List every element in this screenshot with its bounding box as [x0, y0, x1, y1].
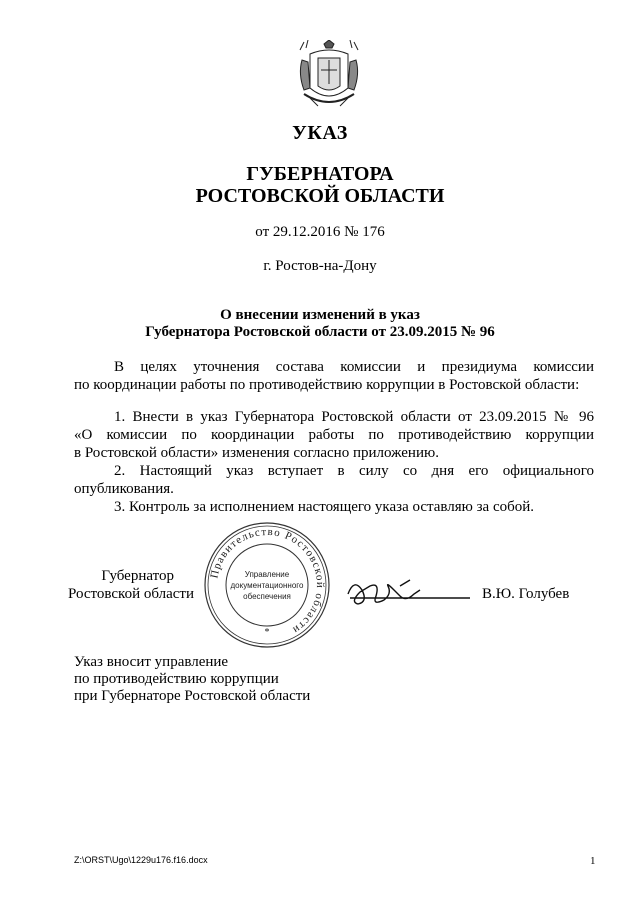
stamp-star: *: [264, 627, 270, 638]
stamp-center-line1: Управление: [244, 570, 290, 579]
footer-note-line1: Указ вносит управление: [74, 654, 229, 670]
signatory-title-line2: Ростовской области: [68, 586, 194, 602]
official-stamp: [203, 521, 331, 649]
preamble-line2: по координации работы по противодействию коррупции в Ростовской области:: [74, 377, 580, 393]
signatory-name: В.Ю. Голубев: [482, 586, 570, 602]
stamp-ring-text: Правительство Ростовской области: [208, 525, 327, 637]
item2-line1: 2. Настоящий указ вступает в силу со дня его официального: [114, 463, 594, 479]
subject-line2: Губернатора Ростовской области от 23.09.2015 № 96: [145, 324, 495, 340]
stamp-center-line2: документационного: [230, 581, 304, 590]
issuer-title-line2: РОСТОВСКОЙ ОБЛАСТИ: [195, 185, 445, 207]
file-path: Z:\ORST\Ugo\1229u176.f16.docx: [74, 855, 208, 865]
item1-line1: 1. Внести в указ Губернатора Ростовской области от 23.09.2015 № 96: [114, 409, 594, 425]
page-number: 1: [590, 855, 596, 867]
stamp-center-line3: обеспечения: [243, 592, 291, 601]
item3: 3. Контроль за исполнением настоящего указа оставляю за собой.: [114, 499, 535, 515]
footer-note-line2: по противодействию коррупции: [74, 671, 279, 687]
document-city: г. Ростов-на-Дону: [263, 258, 377, 274]
document-type: УКАЗ: [292, 122, 348, 144]
item1-line3: в Ростовской области» изменения согласно приложению.: [74, 445, 439, 461]
coat-of-arms-emblem: [296, 40, 362, 110]
subject-line1: О внесении изменений в указ: [220, 307, 420, 323]
preamble-line1: В целях уточнения состава комиссии и президиума комиссии: [114, 359, 594, 375]
handwritten-signature: [340, 572, 470, 612]
issuer-title-line1: ГУБЕРНАТОРА: [246, 163, 394, 185]
item2-line2: опубликования.: [74, 481, 174, 497]
signatory-title-line1: Губернатор: [101, 568, 174, 584]
document-date-number: от 29.12.2016 № 176: [255, 224, 385, 240]
item1-line2: «О комиссии по координации работы по противодействию коррупции: [74, 427, 594, 443]
footer-note-line3: при Губернаторе Ростовской области: [74, 688, 311, 704]
